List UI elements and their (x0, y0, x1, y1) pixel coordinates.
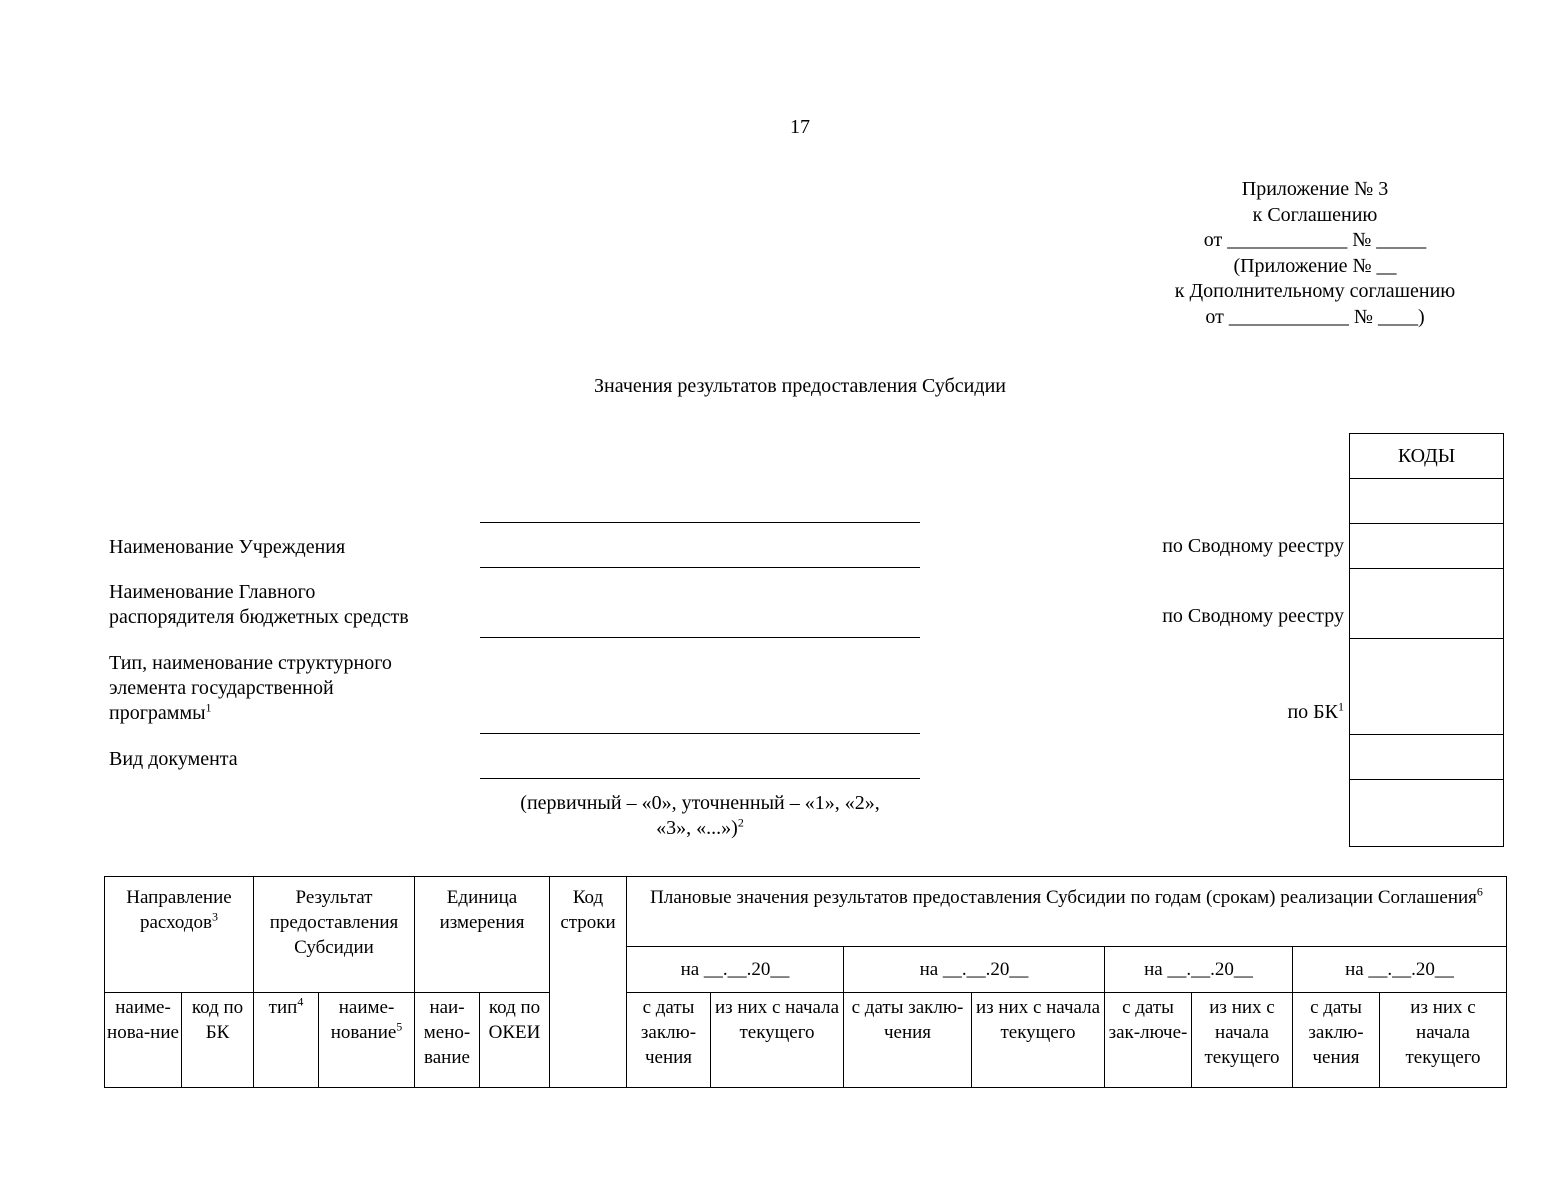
header-planned-values: Плановые значения результатов предоставления Субсидии по годам (срокам) реализации Соглашения$^6$ (627, 877, 1507, 947)
period-header: на __.__.20__ (627, 947, 844, 993)
subheader-from-year-start: из них с начала текущего (1192, 993, 1293, 1088)
bk-label-text: по БК (1287, 701, 1338, 723)
main-manager-label-line: распорядителя бюджетных средств (109, 606, 409, 628)
fill-line[interactable] (480, 522, 920, 523)
subheader-from-year-start: из них с начала текущего (1380, 993, 1507, 1088)
subheader-from-date: с даты зак-люче- (1105, 993, 1192, 1088)
results-table (104, 876, 1507, 1088)
institution-name-field[interactable] (480, 567, 920, 568)
program-label-line: Тип, наименование структурного (109, 652, 392, 674)
document-type-note (480, 791, 920, 841)
subheader-result-type: тип$^4$ (254, 993, 319, 1088)
main-manager-field[interactable] (480, 637, 920, 638)
subheader-from-date: с даты заклю-чения (844, 993, 972, 1088)
period-header: на __.__.20__ (1105, 947, 1293, 993)
institution-name-label: Наименование Учреждения (109, 536, 346, 558)
main-manager-label (109, 580, 409, 630)
subheader-result-name: наиме-нование$^5$ (319, 993, 415, 1088)
appendix-line: к Соглашению (1252, 203, 1378, 226)
header-result: Результат предоставления Субсидии (254, 877, 415, 993)
registry-label: по Сводному реестру (1162, 605, 1344, 627)
footnote-mark: 5 (396, 1019, 403, 1034)
subheader-from-date: с даты заклю-чения (1293, 993, 1380, 1088)
period-header: на __.__.20__ (844, 947, 1105, 993)
code-cell-registry[interactable] (1350, 524, 1503, 569)
period-header: на __.__.20__ (1293, 947, 1507, 993)
footnote-mark: 2 (737, 815, 744, 830)
subheader-unit-name: наи-мено-вание (415, 993, 480, 1088)
note-line: (первичный – «0», уточненный – «1», «2», (520, 792, 880, 814)
subheader-from-year-start: из них с начала текущего (972, 993, 1105, 1088)
code-cell[interactable] (1350, 735, 1503, 780)
subheader-from-year-start: из них с начала текущего (711, 993, 844, 1088)
program-label-line: программы (109, 702, 206, 724)
appendix-line: (Приложение № __ (1233, 254, 1397, 277)
appendix-line: от ____________ № _____ (1203, 229, 1427, 251)
note-line: «3», «...») (656, 817, 738, 839)
subheader-unit-code: код по ОКЕИ (480, 993, 550, 1088)
footnote-mark: 4 (297, 994, 304, 1009)
document-title: Значения результатов предоставления Субсидии (594, 375, 1006, 397)
page-number: 17 (790, 116, 810, 138)
footnote-mark: 6 (1476, 884, 1483, 899)
subheader-direction-code: код по БК (182, 993, 254, 1088)
header-row-code: Код строки (550, 877, 627, 1088)
main-manager-label-line: Наименование Главного (109, 581, 316, 603)
header-direction: Направление расходов$^3$ (105, 877, 254, 993)
program-element-label (109, 651, 392, 726)
program-element-field[interactable] (480, 733, 920, 734)
appendix-reference (1140, 177, 1490, 330)
codes-box (1349, 433, 1504, 847)
appendix-line: к Дополнительному соглашению (1174, 280, 1456, 302)
program-label-line: элемента государственной (109, 677, 334, 699)
code-cell-registry[interactable] (1350, 569, 1503, 639)
subheader-direction-name: наиме-нова-ние (105, 993, 182, 1088)
code-cell-bk[interactable] (1350, 639, 1503, 735)
appendix-line: от ____________ № ____) (1205, 305, 1425, 328)
document-type-label: Вид документа (109, 748, 238, 770)
appendix-line: Приложение № 3 (1241, 178, 1389, 200)
bk-label (1287, 701, 1344, 724)
footnote-mark: 1 (1338, 699, 1344, 714)
subheader-from-date: с даты заклю-чения (627, 993, 711, 1088)
code-cell[interactable] (1350, 479, 1503, 524)
codes-header: КОДЫ (1350, 434, 1503, 479)
footnote-mark: 3 (211, 909, 218, 924)
registry-label: по Сводному реестру (1162, 535, 1344, 557)
footnote-mark: 1 (205, 700, 212, 715)
document-type-field[interactable] (480, 778, 920, 779)
header-unit: Единица измерения (415, 877, 550, 993)
